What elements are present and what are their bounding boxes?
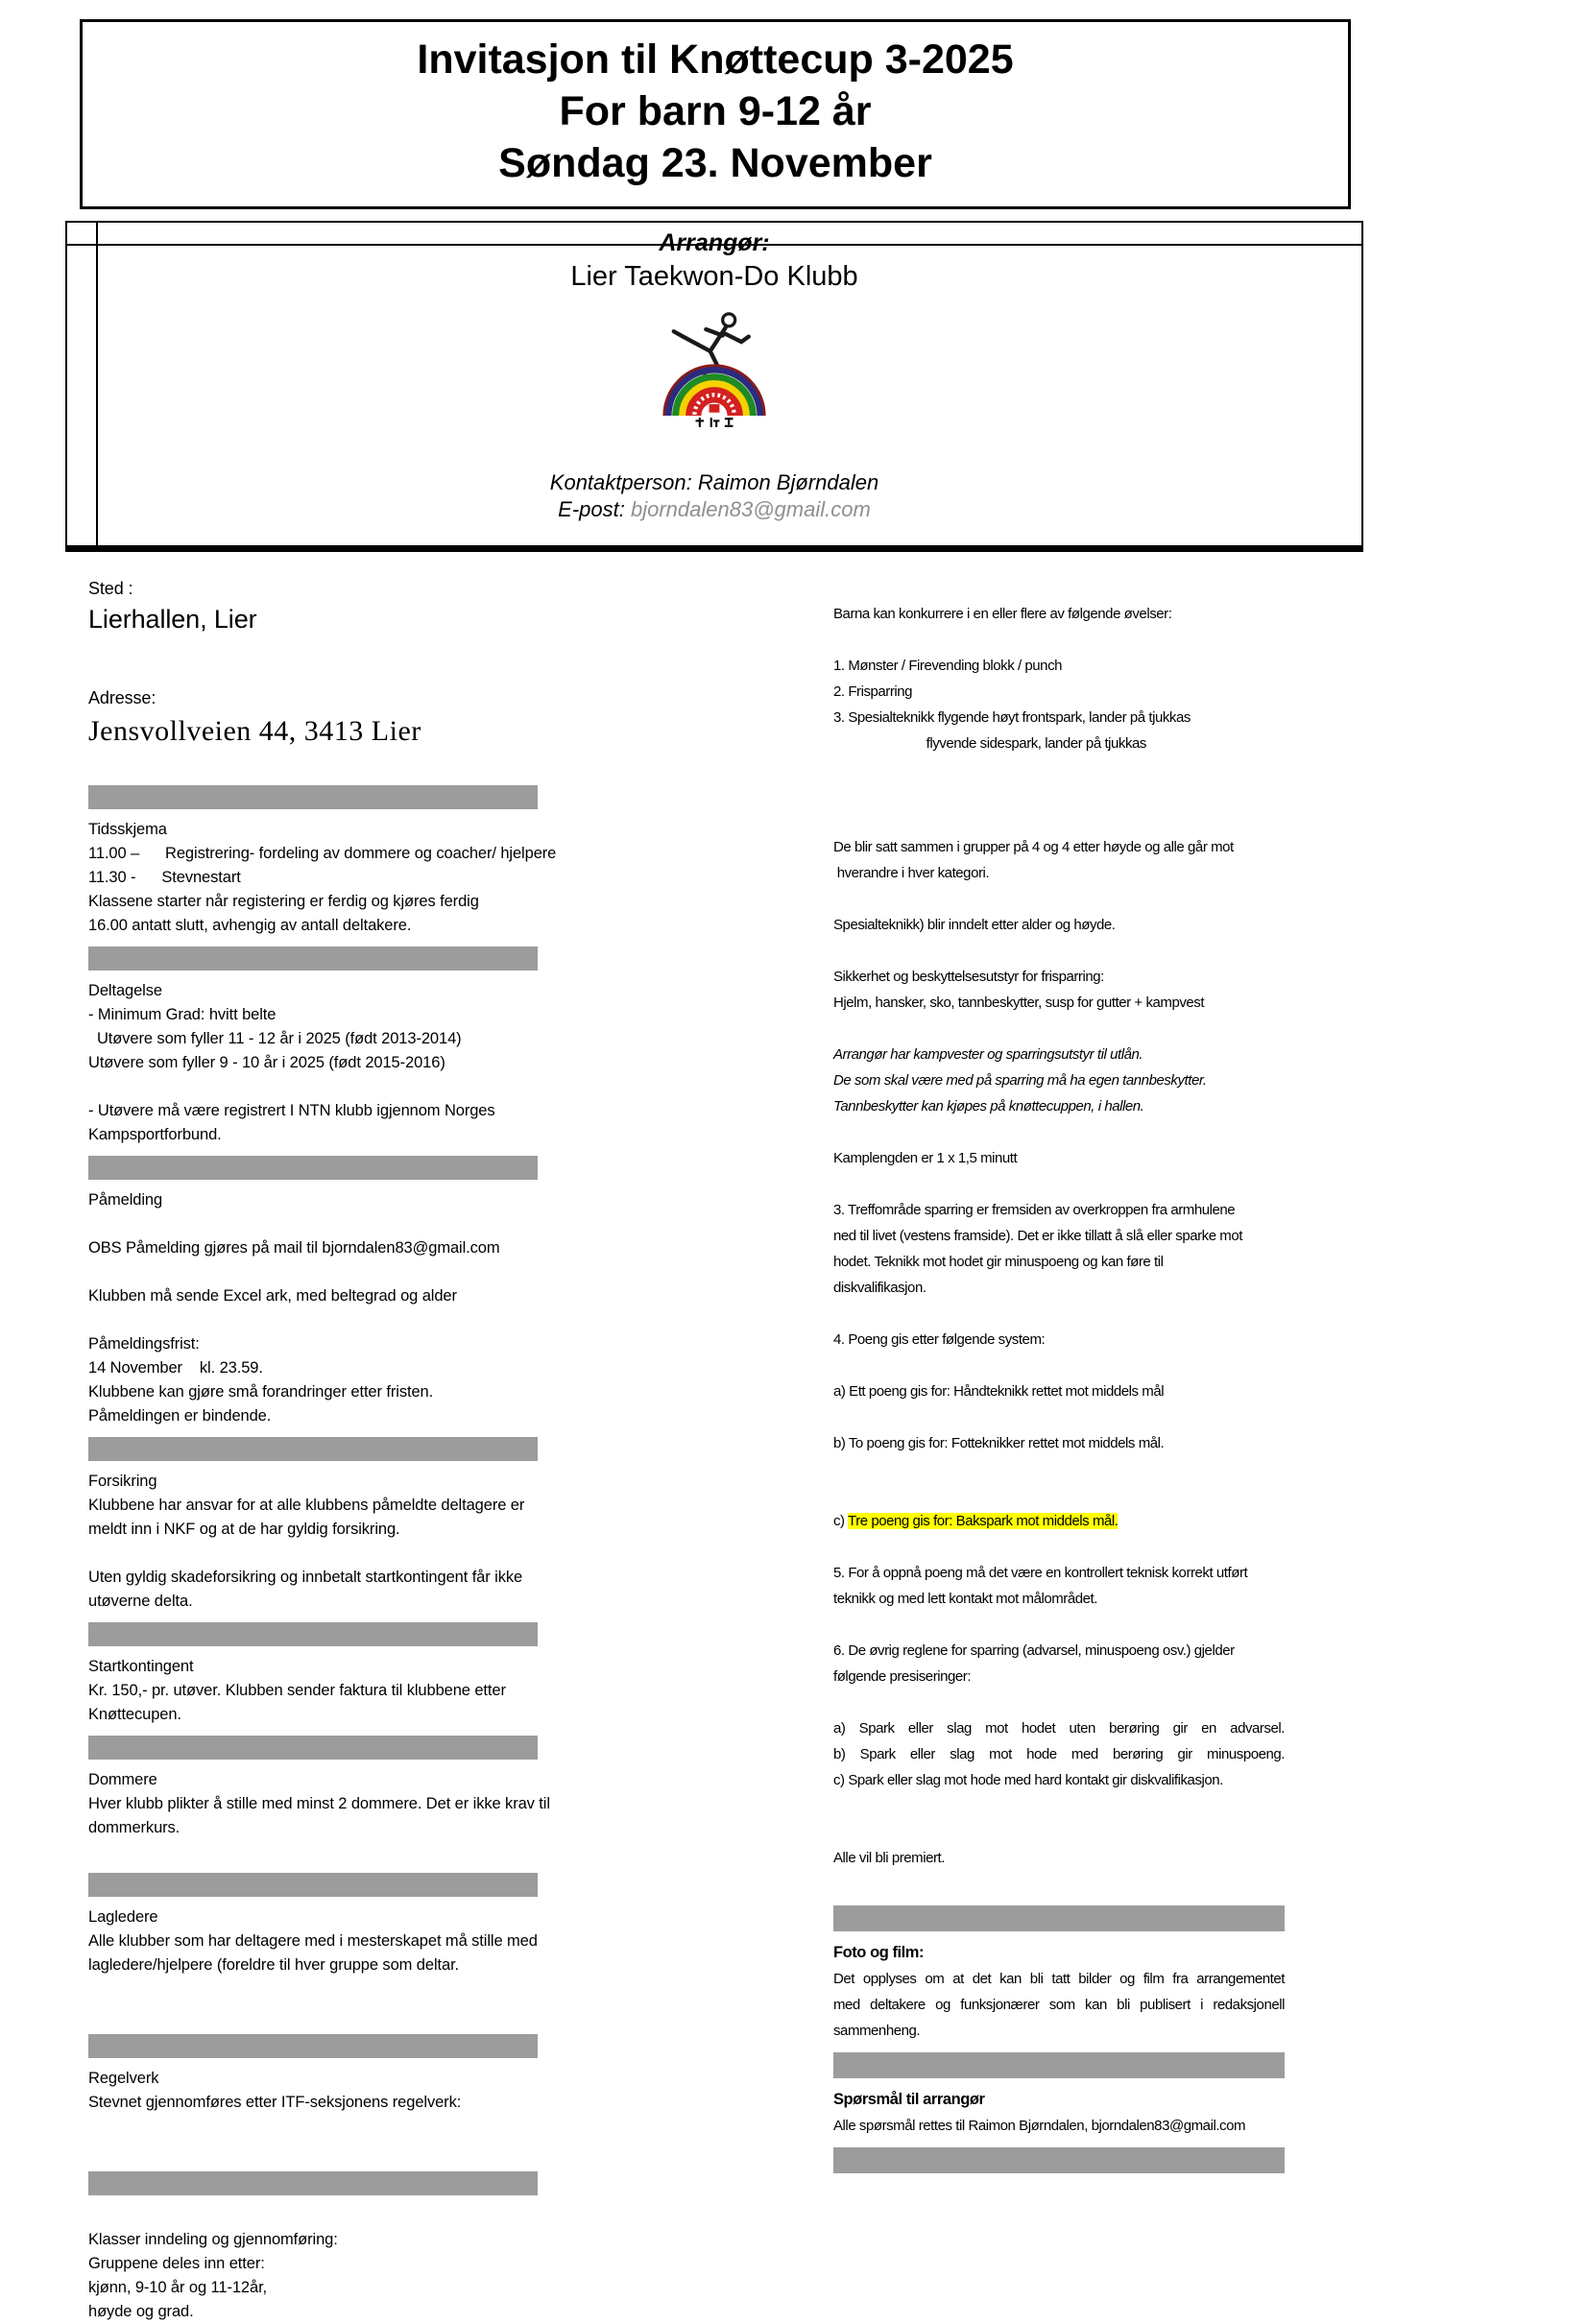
text-line: 16.00 antatt slutt, avhengig av antall deltakere. xyxy=(88,917,412,934)
text-line: Klubben må sende Excel ark, med beltegrad og alder xyxy=(88,1287,457,1305)
text-line xyxy=(833,938,1285,964)
text-line xyxy=(833,1456,1285,1482)
text-line xyxy=(833,1404,1285,1430)
text-line xyxy=(88,2115,538,2139)
section-divider xyxy=(88,785,538,809)
section-divider xyxy=(88,1437,538,1461)
text-line: Jensvollveien 44, 3413 Lier xyxy=(88,715,421,747)
text-line: Adresse: xyxy=(88,688,156,707)
text-line xyxy=(833,1534,1285,1560)
title-subtitle-date: Søndag 23. November xyxy=(498,140,932,186)
text-line: Deltagelse xyxy=(88,982,162,999)
text-line: a) Spark eller slag mot hodet uten berøring gir en advarsel. xyxy=(833,1720,1285,1737)
text-line: Knøttecupen. xyxy=(88,1706,181,1723)
contact-person: Kontaktperson: Raimon Bjørndalen xyxy=(549,470,879,494)
section-divider xyxy=(88,946,538,970)
text-line: teknikk og med lett kontakt mot målområdet. xyxy=(833,1591,1097,1607)
section-divider xyxy=(88,1156,538,1180)
text-line xyxy=(88,753,538,777)
text-line: Dommere xyxy=(88,1771,157,1788)
text-line: Uten gyldig skadeforsikring og innbetalt startkontingent får ikke xyxy=(88,1569,523,1586)
text-line: Tannbeskytter kan kjøpes på knøttecuppen, i hallen. xyxy=(833,1098,1144,1114)
organizer-box-inner-border xyxy=(96,223,98,545)
text-line: 5. For å oppnå poeng må det være en kontrollert teknisk korrekt utført xyxy=(833,1565,1248,1581)
text-line: Spesialteknikk) blir inndelt etter alder og høyde. xyxy=(833,917,1116,933)
text-line xyxy=(833,886,1285,912)
text-line xyxy=(88,2204,538,2228)
text-line: De blir satt sammen i grupper på 4 og 4 etter høyde og alle går mot xyxy=(833,839,1234,855)
organizer-box xyxy=(65,221,1363,552)
text-line xyxy=(833,808,1285,834)
text-line: 3. Treffområde sparring er fremsiden av overkroppen fra armhulene xyxy=(833,1202,1236,1218)
section-divider xyxy=(833,2147,1285,2173)
text-line xyxy=(833,1689,1285,1715)
text-line xyxy=(88,1308,538,1332)
text-line xyxy=(833,1301,1285,1327)
text-line: Kamplengden er 1 x 1,5 minutt xyxy=(833,1150,1018,1166)
text-line: Lagledere xyxy=(88,1908,158,1926)
text-line xyxy=(833,1119,1285,1145)
text-line xyxy=(833,1819,1285,1845)
text-line xyxy=(88,1840,538,1864)
text-line: 1. Mønster / Firevending blokk / punch xyxy=(833,658,1063,674)
text-line xyxy=(88,661,538,685)
text-line: Kampsportforbund. xyxy=(88,1126,222,1143)
email-link[interactable]: bjorndalen83@gmail.com xyxy=(631,497,871,521)
text-line: Det opplyses om at det kan bli tatt bilder og film fra arrangementet xyxy=(833,1971,1285,1987)
section-divider xyxy=(833,1905,1285,1931)
text-line: lagledere/hjelpere (foreldre til hver gruppe som deltar. xyxy=(88,1956,460,1974)
text-line: 14 November kl. 23.59. xyxy=(88,1359,263,1377)
text-line: Alle klubber som har deltagere med i mesterskapet må stille med xyxy=(88,1932,538,1950)
section-divider xyxy=(833,2052,1285,2078)
text-line xyxy=(833,1871,1285,1897)
text-line: 6. De øvrig reglene for sparring (advarsel, minuspoeng osv.) gjelder xyxy=(833,1642,1235,1659)
page-title: Invitasjon til Knøttecup 3-2025 xyxy=(417,36,1014,83)
text-line: Klassene starter når registering er ferdig og kjøres ferdig xyxy=(88,893,479,910)
text-line: diskvalifikasjon. xyxy=(833,1280,926,1296)
text-line xyxy=(833,1508,1285,1534)
text-line: Klubbene har ansvar for at alle klubbens påmeldte deltagere er xyxy=(88,1497,525,1514)
text-line: Alle spørsmål rettes til Raimon Bjørndalen, bjorndalen83@gmail.com xyxy=(833,2118,1246,2134)
text-line: 4. Poeng gis etter følgende system: xyxy=(833,1331,1046,1348)
text-line xyxy=(833,1482,1285,1508)
invitation-title-box xyxy=(80,19,1351,209)
club-name: Lier Taekwon-Do Klubb xyxy=(570,261,858,292)
text-line xyxy=(88,2139,538,2163)
text-line: Regelverk xyxy=(88,2070,159,2087)
text-line: Arrangør har kampvester og sparringsutstyr til utlån. xyxy=(833,1046,1143,1063)
text-line: 2. Frisparring xyxy=(833,683,913,700)
text-line: 11.30 - Stevnestart xyxy=(88,869,241,886)
title-subtitle-age: For barn 9-12 år xyxy=(559,88,872,134)
text-line: Hver klubb plikter å stille med minst 2 dommere. Det er ikke krav til xyxy=(88,1795,550,1812)
section-divider xyxy=(88,1873,538,1897)
taekwondo-kick-figure-rainbow-logo xyxy=(652,307,777,449)
section-divider xyxy=(88,2171,538,2195)
text-line xyxy=(833,1171,1285,1197)
left-column xyxy=(88,576,557,2324)
text-line: Sted : xyxy=(88,579,133,598)
text-line: Forsikring xyxy=(88,1473,157,1490)
text-line: Påmeldingen er bindende. xyxy=(88,1407,272,1425)
text-line: b) Spark eller slag mot hode med berøring gir minuspoeng. xyxy=(833,1746,1285,1762)
text-line: b) To poeng gis for: Fotteknikker rettet mot middels mål. xyxy=(833,1435,1165,1451)
text-line xyxy=(833,627,1285,653)
text-line: Spørsmål til arrangør xyxy=(833,2091,985,2108)
text-line: høyde og grad. xyxy=(88,2303,194,2320)
highlighted-text: Tre poeng gis for: Bakspark mot middels mål. xyxy=(848,1513,1119,1529)
text-line: Gruppene deles inn etter: xyxy=(88,2255,265,2272)
text-line: Påmelding xyxy=(88,1191,163,1209)
text-line: Hjelm, hansker, sko, tannbeskytter, susp for gutter + kampvest xyxy=(833,994,1205,1011)
text-line: 3. Spesialteknikk flygende høyt frontspark, lander på tjukkas xyxy=(833,709,1191,726)
text-line xyxy=(88,1260,538,1284)
text-line: Utøvere som fyller 11 - 12 år i 2025 (født 2013-2014) xyxy=(88,1030,462,1047)
text-line: Klubbene kan gjøre små forandringer etter fristen. xyxy=(88,1383,434,1401)
text-line xyxy=(833,1793,1285,1819)
text-line xyxy=(833,782,1285,808)
text-line: OBS Påmelding gjøres på mail til bjorndalen83@gmail.com xyxy=(88,1239,500,1257)
text-line: - Minimum Grad: hvitt belte xyxy=(88,1006,277,1023)
text-line: c) Spark eller slag mot hode med hard kontakt gir diskvalifikasjon. xyxy=(833,1772,1223,1788)
text-line: Barna kan konkurrere i en eller flere av følgende øvelser: xyxy=(833,606,1172,622)
text-line: flyvende sidespark, lander på tjukkas xyxy=(833,735,1146,752)
text-line: med deltakere og funksjonærer som kan bli publisert i redaksjonell xyxy=(833,1997,1285,2013)
text-line: Startkontingent xyxy=(88,1658,194,1675)
club-logo xyxy=(67,307,1361,454)
text-line: Klasser inndeling og gjennomføring: xyxy=(88,2231,338,2248)
organizer-label: Arrangør: xyxy=(659,229,770,256)
text-line: Lierhallen, Lier xyxy=(88,605,257,634)
text-line: Foto og film: xyxy=(833,1944,925,1961)
text-line xyxy=(88,2001,538,2025)
text-line xyxy=(88,637,538,661)
text-line: Sikkerhet og beskyttelsesutstyr for frisparring: xyxy=(833,969,1104,985)
text-line: c) xyxy=(833,1513,849,1529)
text-line: Utøvere som fyller 9 - 10 år i 2025 (født 2015-2016) xyxy=(88,1054,445,1071)
text-line: hodet. Teknikk mot hodet gir minuspoeng og kan føre til xyxy=(833,1254,1164,1270)
text-line: a) Ett poeng gis for: Håndteknikk rettet mot middels mål xyxy=(833,1383,1165,1400)
text-line xyxy=(833,756,1285,782)
text-line: hverandre i hver kategori. xyxy=(833,865,990,881)
text-line: sammenheng. xyxy=(833,2023,921,2039)
section-divider xyxy=(88,2034,538,2058)
text-line xyxy=(88,1075,538,1099)
text-line xyxy=(88,1977,538,2001)
text-line: Tidsskjema xyxy=(88,821,167,838)
text-line: meldt inn i NKF og at de har gyldig forsikring. xyxy=(88,1521,400,1538)
text-line: dommerkurs. xyxy=(88,1819,180,1836)
text-line xyxy=(88,1542,538,1566)
text-line: 11.00 – Registrering- fordeling av dommere og coacher/ hjelpere xyxy=(88,845,557,862)
section-divider xyxy=(88,1622,538,1646)
text-line xyxy=(833,1353,1285,1378)
text-line: kjønn, 9-10 år og 11-12år, xyxy=(88,2279,268,2296)
text-line: ned til livet (vestens framside). Det er ikke tillatt å slå eller sparke mot xyxy=(833,1228,1242,1244)
text-line: Alle vil bli premiert. xyxy=(833,1850,945,1866)
text-line xyxy=(833,1016,1285,1042)
text-line xyxy=(833,1612,1285,1638)
text-line: Stevnet gjennomføres etter ITF-seksjonens regelverk: xyxy=(88,2094,462,2111)
email-label: E-post: xyxy=(558,497,625,521)
text-line: Kr. 150,- pr. utøver. Klubben sender faktura til klubbene etter xyxy=(88,1682,506,1699)
section-divider xyxy=(88,1736,538,1760)
text-line: De som skal være med på sparring må ha egen tannbeskytter. xyxy=(833,1072,1207,1089)
right-column xyxy=(833,576,1285,2182)
text-line xyxy=(88,1212,538,1236)
text-line: - Utøvere må være registrert I NTN klubb igjennom Norges xyxy=(88,1102,495,1119)
email-row xyxy=(67,496,1361,523)
text-line: følgende presiseringer: xyxy=(833,1668,972,1685)
text-line: Påmeldingsfrist: xyxy=(88,1335,200,1353)
text-line: utøverne delta. xyxy=(88,1593,193,1610)
